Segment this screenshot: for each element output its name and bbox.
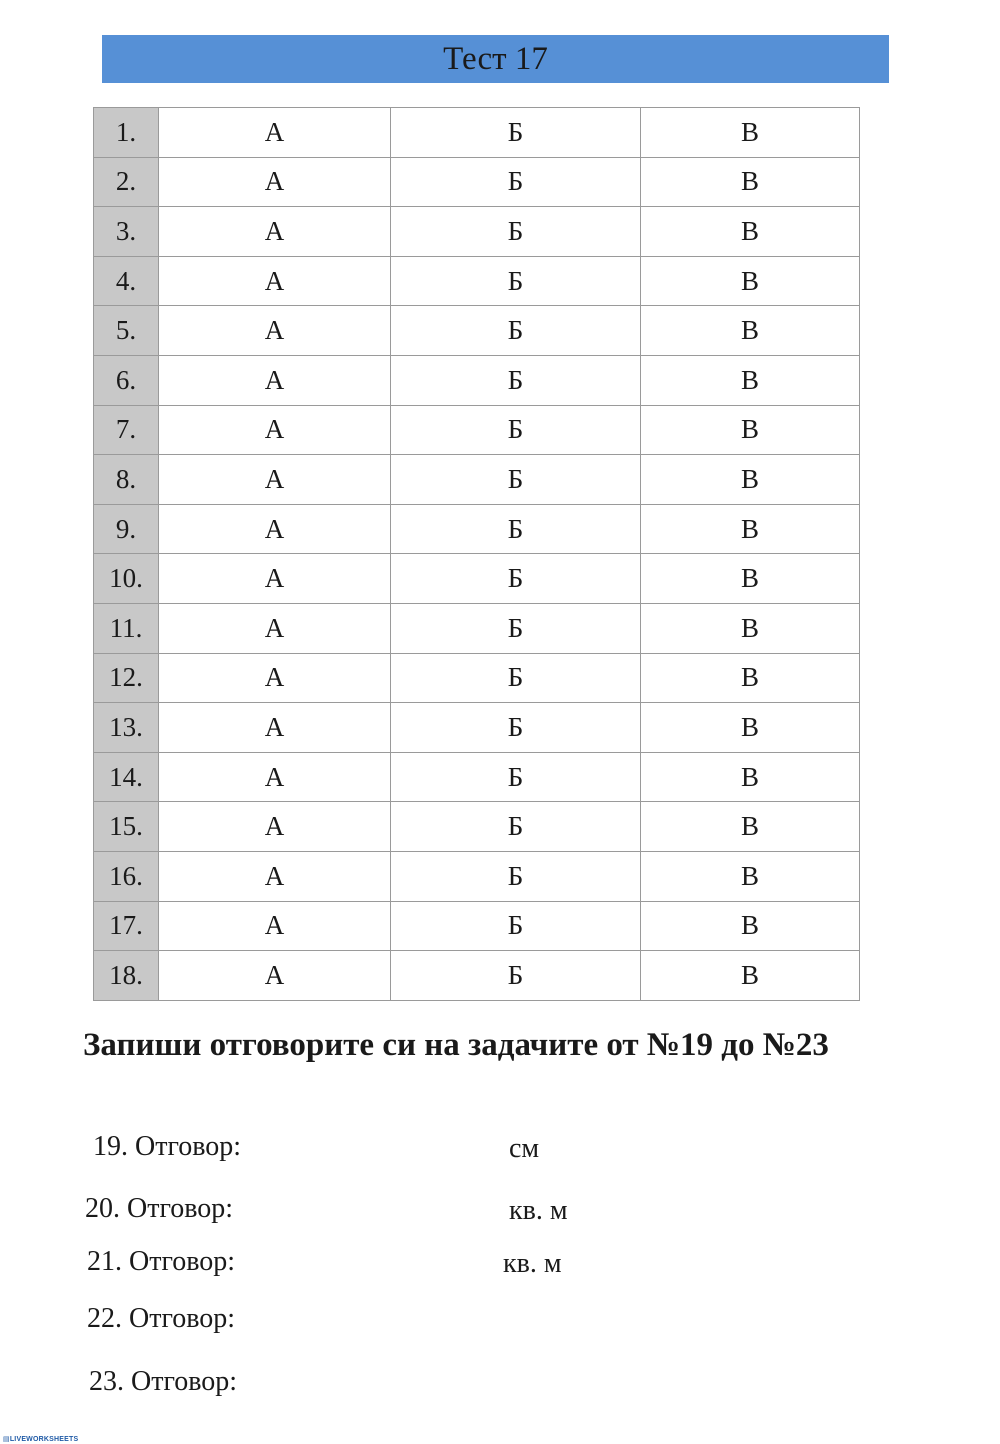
table-row bbox=[94, 901, 860, 951]
answer-22-label: 22. Отговор: bbox=[87, 1303, 236, 1334]
option-a[interactable]: А bbox=[159, 802, 391, 852]
option-a[interactable]: А bbox=[159, 306, 391, 356]
table-row bbox=[94, 851, 860, 901]
option-b[interactable]: Б bbox=[391, 306, 641, 356]
answer-19-label: 19. Отговор: bbox=[93, 1131, 242, 1162]
option-c[interactable]: В bbox=[641, 306, 860, 356]
option-c[interactable]: В bbox=[641, 504, 860, 554]
table-row bbox=[94, 157, 860, 207]
option-a[interactable]: А bbox=[159, 703, 391, 753]
question-number: 5. bbox=[94, 306, 159, 356]
option-b[interactable]: Б bbox=[391, 752, 641, 802]
option-c[interactable]: В bbox=[641, 901, 860, 951]
option-a[interactable]: А bbox=[159, 504, 391, 554]
table-row bbox=[94, 554, 860, 604]
instruction-text: Запиши отговорите си на задачите от №19 до №23 bbox=[83, 1027, 829, 1063]
option-c[interactable]: В bbox=[641, 851, 860, 901]
option-c[interactable]: В bbox=[641, 703, 860, 753]
question-number: 18. bbox=[94, 951, 159, 1001]
option-b[interactable]: Б bbox=[391, 554, 641, 604]
option-a[interactable]: А bbox=[159, 355, 391, 405]
option-b[interactable]: Б bbox=[391, 653, 641, 703]
option-b[interactable]: Б bbox=[391, 603, 641, 653]
option-a[interactable]: А bbox=[159, 405, 391, 455]
option-b[interactable]: Б bbox=[391, 455, 641, 505]
table-row bbox=[94, 207, 860, 257]
question-number: 6. bbox=[94, 355, 159, 405]
option-b[interactable]: Б bbox=[391, 157, 641, 207]
option-a[interactable]: А bbox=[159, 554, 391, 604]
option-c[interactable]: В bbox=[641, 455, 860, 505]
option-b[interactable]: Б bbox=[391, 405, 641, 455]
option-c[interactable]: В bbox=[641, 256, 860, 306]
answer-23-label: 23. Отговор: bbox=[89, 1366, 238, 1397]
option-c[interactable]: В bbox=[641, 108, 860, 158]
answer-20-unit: кв. м bbox=[509, 1195, 568, 1226]
option-c[interactable]: В bbox=[641, 603, 860, 653]
table-row bbox=[94, 306, 860, 356]
test-title-bar bbox=[102, 35, 889, 83]
option-c[interactable]: В bbox=[641, 653, 860, 703]
test-title: Тест 17 bbox=[443, 40, 548, 77]
question-number: 4. bbox=[94, 256, 159, 306]
table-row bbox=[94, 504, 860, 554]
option-c[interactable]: В bbox=[641, 157, 860, 207]
option-b[interactable]: Б bbox=[391, 504, 641, 554]
option-a[interactable]: А bbox=[159, 851, 391, 901]
option-b[interactable]: Б bbox=[391, 703, 641, 753]
option-a[interactable]: А bbox=[159, 256, 391, 306]
table-row bbox=[94, 256, 860, 306]
table-row bbox=[94, 653, 860, 703]
option-c[interactable]: В bbox=[641, 752, 860, 802]
option-a[interactable]: А bbox=[159, 157, 391, 207]
question-number: 13. bbox=[94, 703, 159, 753]
logo-text: LIVEWORKSHEETS bbox=[9, 1436, 79, 1443]
liveworksheets-logo bbox=[3, 1435, 78, 1443]
answer-21-unit: кв. м bbox=[503, 1248, 562, 1279]
option-c[interactable]: В bbox=[641, 554, 860, 604]
option-b[interactable]: Б bbox=[391, 256, 641, 306]
table-row bbox=[94, 603, 860, 653]
option-a[interactable]: А bbox=[159, 108, 391, 158]
answer-21-label: 21. Отговор: bbox=[87, 1246, 236, 1277]
question-number: 16. bbox=[94, 851, 159, 901]
option-a[interactable]: А bbox=[159, 455, 391, 505]
option-a[interactable]: А bbox=[159, 752, 391, 802]
question-number: 17. bbox=[94, 901, 159, 951]
question-number: 10. bbox=[94, 554, 159, 604]
question-number: 8. bbox=[94, 455, 159, 505]
table-row bbox=[94, 951, 860, 1001]
option-b[interactable]: Б bbox=[391, 355, 641, 405]
answer-table bbox=[93, 107, 860, 1001]
table-row bbox=[94, 703, 860, 753]
option-b[interactable]: Б bbox=[391, 951, 641, 1001]
option-b[interactable]: Б bbox=[391, 207, 641, 257]
option-a[interactable]: А bbox=[159, 207, 391, 257]
option-c[interactable]: В bbox=[641, 355, 860, 405]
answer-20-label: 20. Отговор: bbox=[85, 1193, 234, 1224]
table-row bbox=[94, 405, 860, 455]
option-c[interactable]: В bbox=[641, 802, 860, 852]
table-row bbox=[94, 108, 860, 158]
question-number: 12. bbox=[94, 653, 159, 703]
question-number: 2. bbox=[94, 157, 159, 207]
option-b[interactable]: Б bbox=[391, 901, 641, 951]
question-number: 7. bbox=[94, 405, 159, 455]
option-a[interactable]: А bbox=[159, 653, 391, 703]
table-row bbox=[94, 752, 860, 802]
option-c[interactable]: В bbox=[641, 207, 860, 257]
option-a[interactable]: А bbox=[159, 901, 391, 951]
option-b[interactable]: Б bbox=[391, 108, 641, 158]
option-a[interactable]: А bbox=[159, 603, 391, 653]
table-row bbox=[94, 802, 860, 852]
question-number: 11. bbox=[94, 603, 159, 653]
option-a[interactable]: А bbox=[159, 951, 391, 1001]
option-b[interactable]: Б bbox=[391, 851, 641, 901]
option-c[interactable]: В bbox=[641, 951, 860, 1001]
answer-19-unit: см bbox=[509, 1133, 540, 1164]
question-number: 15. bbox=[94, 802, 159, 852]
question-number: 1. bbox=[94, 108, 159, 158]
table-row bbox=[94, 355, 860, 405]
question-number: 9. bbox=[94, 504, 159, 554]
logo-icon: ▤ bbox=[3, 1436, 10, 1443]
question-number: 14. bbox=[94, 752, 159, 802]
option-b[interactable]: Б bbox=[391, 802, 641, 852]
question-number: 3. bbox=[94, 207, 159, 257]
option-c[interactable]: В bbox=[641, 405, 860, 455]
table-row bbox=[94, 455, 860, 505]
